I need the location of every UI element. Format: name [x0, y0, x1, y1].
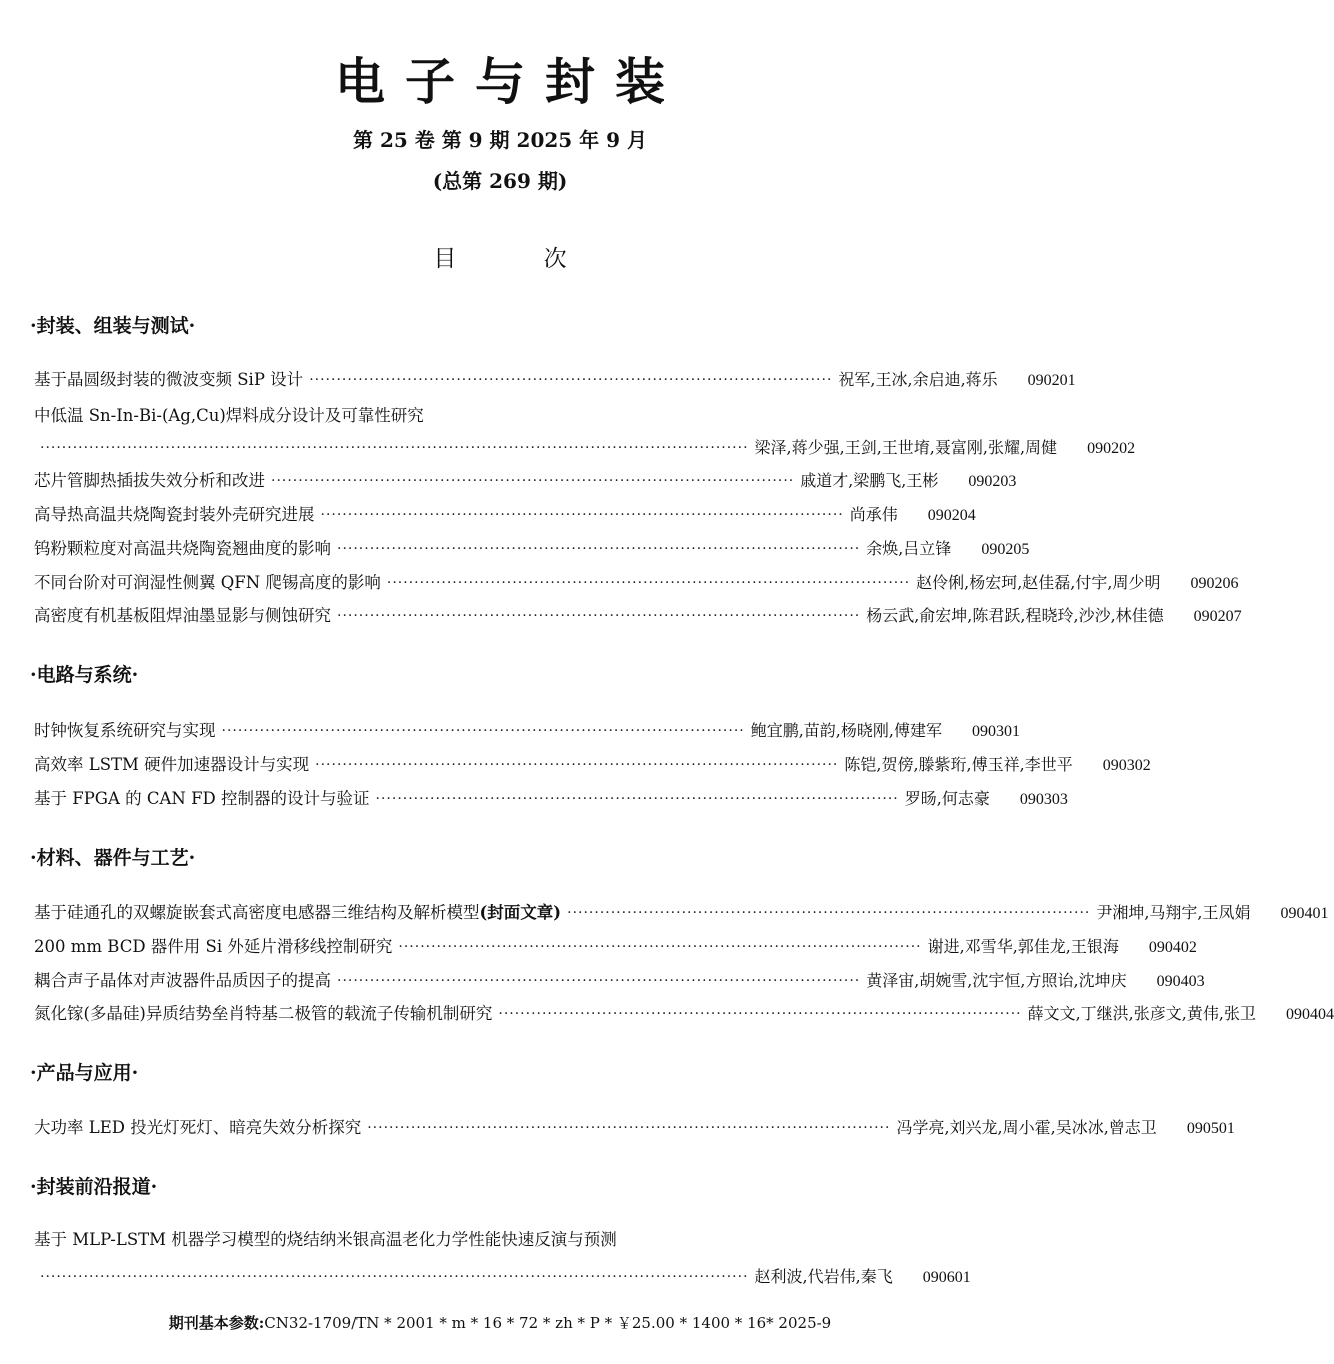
entry-title: 200 mm BCD 器件用 Si 外延片滑移线控制研究 [34, 937, 393, 956]
leader-dots: ································································································ [320, 507, 844, 523]
entry-authors: 陈铠,贺傍,滕紫珩,傅玉祥,李世平 [844, 755, 1073, 774]
parameters-value: CN32-1709/TN * 2001 * m * 16 * 72 * zh * P * ￥25.00 * 1400 * 16* 2025-9 [264, 1314, 832, 1332]
entry-code: 090204 [927, 507, 976, 524]
total-issue: (总第 269 期) [432, 169, 568, 193]
leader-dots: ·································································································································· [40, 440, 749, 456]
entry-title: 大功率 LED 投光灯死灯、暗亮失效分析探究 [34, 1118, 362, 1137]
entry-title: 氮化镓(多晶硅)异质结势垒肖特基二极管的载流子传输机制研究 [34, 1004, 493, 1023]
journal-parameters [0, 1312, 1000, 1333]
entry-code: 090601 [922, 1269, 971, 1286]
entry-code: 090404 [1285, 1006, 1334, 1023]
entry-authors: 冯学亮,刘兴龙,周小霍,吴冰冰,曾志卫 [896, 1118, 1157, 1137]
toc-entry[interactable] [34, 364, 1076, 390]
entry-authors: 尚承伟 [849, 505, 898, 524]
toc-entry[interactable] [34, 715, 1020, 741]
parameters-label: 期刊基本参数: [168, 1314, 265, 1332]
entry-title: 时钟恢复系统研究与实现 [34, 721, 216, 740]
leader-dots: ································································································ [375, 791, 899, 807]
entry-title: 钨粉颗粒度对高温共烧陶瓷翘曲度的影响 [34, 539, 331, 558]
entry-authors: 赵利波,代岩伟,秦飞 [754, 1267, 893, 1286]
entry-code: 090302 [1102, 757, 1151, 774]
entry-authors: 鲍宜鹏,苗韵,杨晓刚,傅建军 [750, 721, 942, 740]
toc-entry[interactable] [34, 567, 1239, 593]
entry-code: 090403 [1156, 973, 1205, 990]
leader-dots: ································································································ [498, 1006, 1022, 1022]
entry-code: 090401 [1280, 905, 1329, 922]
entry-title: 高导热高温共烧陶瓷封装外壳研究进展 [34, 505, 315, 524]
entry-authors: 谢进,邓雪华,郭佳龙,王银海 [927, 937, 1119, 956]
entry-title: 芯片管脚热插拔失效分析和改进 [34, 471, 265, 490]
leader-dots: ································································································ [337, 608, 861, 624]
toc-entry[interactable] [34, 432, 1136, 458]
toc-entry[interactable] [34, 600, 1242, 626]
entry-title-text: 基于硅通孔的双螺旋嵌套式高密度电感器三维结构及解析模型 [34, 903, 480, 922]
entry-code: 090402 [1148, 939, 1197, 956]
leader-dots: ································································································ [337, 973, 861, 989]
section-heading: ·封装前沿报道· [30, 1176, 158, 1198]
leader-dots: ································································································ [367, 1120, 891, 1136]
section-heading: ·电路与系统· [30, 664, 139, 686]
entry-authors: 余焕,吕立锋 [866, 539, 952, 558]
toc-entry[interactable] [34, 749, 1151, 775]
leader-dots: ·································································································································· [40, 1269, 749, 1285]
toc-entry[interactable] [34, 499, 976, 525]
toc-entry[interactable] [34, 1112, 1235, 1138]
leader-dots: ································································································ [337, 541, 861, 557]
leader-dots: ································································································ [221, 723, 745, 739]
entry-code: 090202 [1087, 440, 1136, 457]
leader-dots: ································································································ [271, 473, 795, 489]
entry-authors: 薛文文,丁继洪,张彦文,黄伟,张卫 [1027, 1004, 1256, 1023]
leader-dots: ································································································ [567, 905, 1091, 921]
entry-title[interactable]: 中低温 Sn-In-Bi-(Ag,Cu)焊料成分设计及可靠性研究 [34, 406, 424, 425]
leader-dots: ································································································ [386, 575, 911, 591]
entry-authors: 尹湘坤,马翔宇,王凤娟 [1096, 903, 1251, 922]
entry-code: 090203 [968, 473, 1017, 490]
entry-authors: 杨云武,俞宏坤,陈君跃,程晓玲,沙沙,林佳德 [866, 606, 1164, 625]
toc-entry[interactable] [34, 783, 1068, 809]
entry-title: 耦合声子晶体对声波器件品质因子的提高 [34, 971, 331, 990]
entry-code: 090207 [1193, 608, 1242, 625]
entry-code: 090206 [1190, 575, 1239, 592]
cover-article-tag: (封面文章) [479, 903, 562, 922]
toc-heading: 目 次 [433, 246, 607, 272]
entry-title: 基于晶圆级封装的微波变频 SiP 设计 [34, 370, 304, 389]
toc-entry[interactable] [34, 897, 1329, 923]
entry-title: 基于 FPGA 的 CAN FD 控制器的设计与验证 [34, 789, 370, 808]
entry-authors: 戚道才,梁鹏飞,王彬 [800, 471, 939, 490]
toc-entry[interactable] [34, 931, 1197, 957]
toc-entry[interactable] [34, 965, 1205, 991]
entry-authors: 黄泽宙,胡婉雪,沈宇恒,方照诒,沈坤庆 [866, 971, 1127, 990]
entry-title[interactable]: 基于 MLP-LSTM 机器学习模型的烧结纳米银高温老化力学性能快速反演与预测 [34, 1230, 617, 1249]
journal-title: 电子与封装 [335, 52, 685, 111]
section-heading: ·材料、器件与工艺· [30, 847, 196, 869]
entry-authors: 梁泽,蒋少强,王剑,王世堉,聂富刚,张耀,周健 [754, 438, 1058, 457]
entry-code: 090205 [981, 541, 1030, 558]
leader-dots: ································································································ [315, 757, 839, 773]
section-heading: ·封装、组装与测试· [30, 315, 196, 337]
entry-code: 090501 [1186, 1120, 1235, 1137]
leader-dots: ································································································ [398, 939, 922, 955]
toc-entry[interactable] [34, 1261, 971, 1287]
issue-line: 第 25 卷 第 9 期 2025 年 9 月 [353, 128, 647, 152]
entry-authors: 罗旸,何志豪 [904, 789, 990, 808]
entry-title: 高密度有机基板阻焊油墨显影与侧蚀研究 [34, 606, 331, 625]
entry-authors: 祝军,王冰,余启迪,蒋乐 [838, 370, 998, 389]
entry-title [34, 899, 561, 923]
leader-dots: ································································································ [309, 372, 833, 388]
toc-entry[interactable] [34, 998, 1334, 1024]
section-heading: ·产品与应用· [30, 1062, 139, 1084]
toc-entry[interactable] [34, 465, 1017, 491]
toc-entry[interactable] [34, 533, 1030, 559]
entry-authors: 赵伶俐,杨宏珂,赵佳磊,付宇,周少明 [916, 573, 1161, 592]
entry-title: 高效率 LSTM 硬件加速器设计与实现 [34, 755, 310, 774]
entry-code: 090201 [1027, 372, 1076, 389]
entry-code: 090301 [971, 723, 1020, 740]
entry-code: 090303 [1019, 791, 1068, 808]
entry-title: 不同台阶对可润湿性侧翼 QFN 爬锡高度的影响 [34, 573, 381, 592]
